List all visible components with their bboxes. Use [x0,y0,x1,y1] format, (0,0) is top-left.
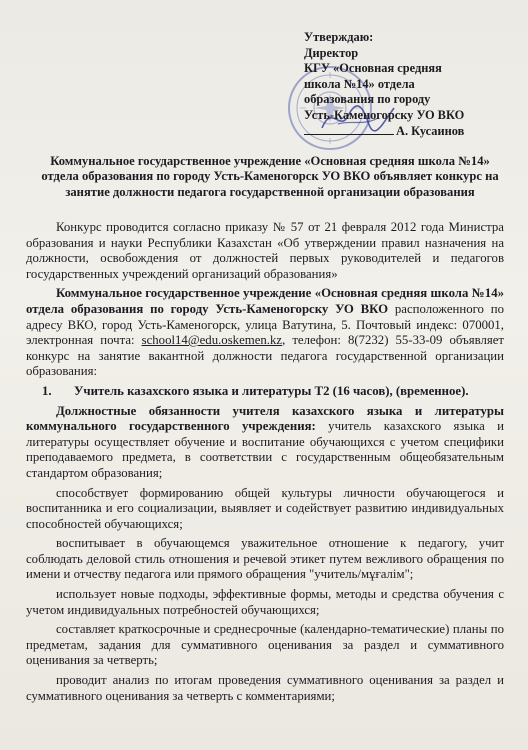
signer-line [304,124,514,140]
intro-paragraph: Конкурс проводится согласно приказу № 57 от 21 февраля 2012 года Министра образования и науки Республики Казахстан «Об утверждении правил назначения на должности, освобождения от должностей первых руководителей и педагогов государственных учреждений организаций образования» [26,220,504,281]
vacancy-title: Учитель казахского языка и литературы Т2 (16 часов), (временное). [74,383,469,398]
duty-item: использует новые подходы, эффективные формы, методы и средства обучения с учетом индивидуальных потребностей обучающихся; [26,587,504,617]
duty-item: составляет краткосрочные и среднесрочные (календарно-тематические) планы по предметам, задания для суммативного оценивания за раздел и суммативного оценивания за четверть; [26,622,504,668]
duties-text: учитель казахского языка и литературы осуществляет обучение и воспитание обучающихся с учетом специфики преподаваемого предмета, в соответствии с государственным общеобязательным стандартом образования; [26,419,505,480]
duties-heading: Должностные обязанности учителя казахского языка и литературы коммунального государственного учреждения: [26,403,504,434]
signer-name: А. Кусаинов [396,123,465,138]
document-body [26,220,504,708]
document-title: Коммунальное государственное учреждение «Основная средняя школа №14» отдела образования по городу Усть-Каменогорск УО ВКО объявляет конкурс на занятие должности педагога государственной организации образования [41,154,499,199]
email-link[interactable]: school14@edu.oskemen.kz [141,333,283,348]
approval-line: Директор [304,45,359,60]
approval-block [304,30,514,139]
duty-item: проводит анализ по итогам проведения суммативного оценивания за раздел и суммативного оценивания за четверть с комментариями; [26,673,504,703]
vacancy-item [26,384,504,400]
contact-text: , телефон: 8(7232) 55-33-09 объявляет конкурс на занятие вакантной должности педагога государственной организации образования: [26,333,504,379]
vacancy-number: 1. [42,383,52,398]
approval-line: школа №14» отдела [304,76,415,91]
approval-line: образования по городу [304,92,431,107]
school-paragraph [26,286,504,380]
approval-line: Утверждаю: [304,30,374,44]
duties-paragraph [26,404,504,482]
duty-item: способствует формированию общей культуры личности обучающегося и воспитанника и его социализации, выявляет и содействует развитию индивидуальных способностей обучающихся; [26,485,504,531]
approval-line: КГУ «Основная средняя [304,61,442,76]
approval-line: Усть-Каменогорску УО ВКО [304,107,465,122]
signature-line [304,134,394,135]
duty-item: воспитывает в обучающемся уважительное отношение к педагогу, учит соблюдать деловой стиль отношения и речевой этикет путем вежливого обращения по имени и отчеству педагога или прямого обращения "учитель/мұғалім"; [26,536,504,582]
school-name: Коммунальное государственное учреждение «Основная средняя школа №14» отдела образования по городу Усть-Каменогорску УО ВКО [26,286,504,316]
address-text: расположенного по адресу ВКО, город Усть-Каменогорск, улица Ватутина, 5. Почтовый индекс: 070001, электронная почта: [26,301,504,348]
